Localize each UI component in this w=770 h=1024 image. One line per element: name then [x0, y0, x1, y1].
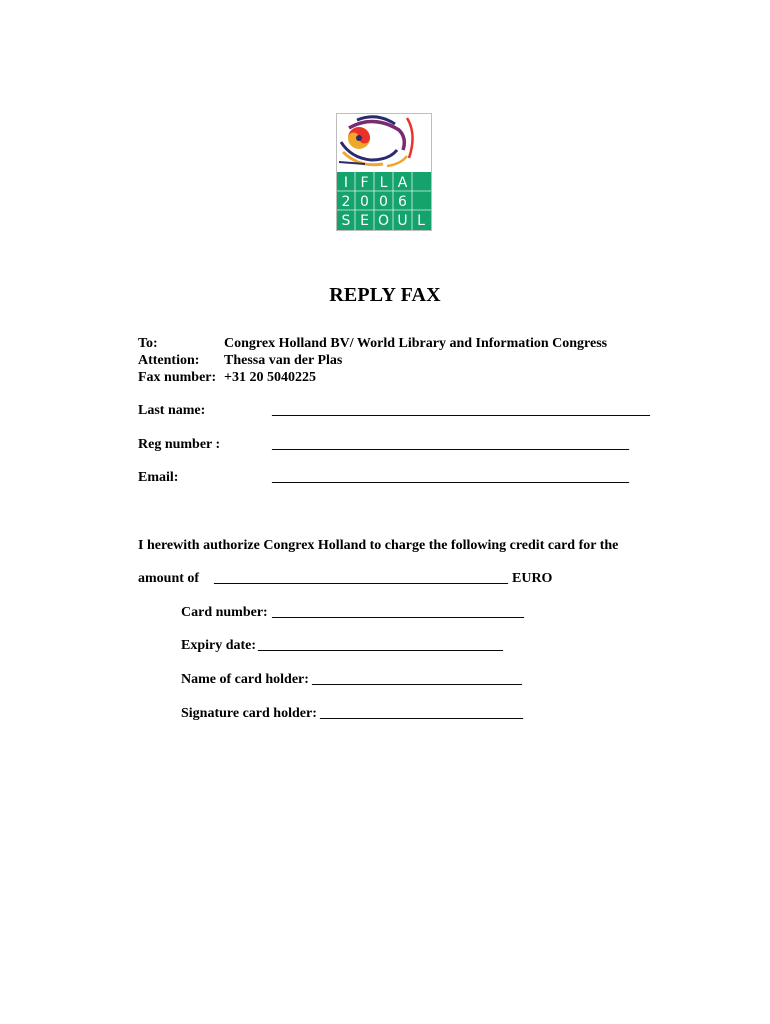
logo-letter: 2 [341, 194, 351, 210]
logo-letter: L [379, 175, 388, 191]
fax-number-value: +31 20 5040225 [224, 370, 316, 385]
fax-number-label: Fax number: [138, 370, 217, 385]
attention-label: Attention: [138, 353, 200, 368]
card-number-label: Card number: [181, 605, 268, 620]
expiry-date-label: Expiry date: [181, 638, 257, 653]
amount-field[interactable]: __________________________________________ [214, 571, 508, 586]
currency-label: EURO [512, 571, 553, 586]
card-holder-field[interactable]: ______________________________ [312, 672, 522, 687]
logo-graphic [337, 114, 431, 230]
card-holder-label: Name of card holder: [181, 672, 309, 687]
reg-number-field[interactable]: ___________________________________________________ [272, 437, 629, 452]
to-value: Congrex Holland BV/ World Library and Information Congress [224, 336, 608, 351]
logo-letter: A [397, 175, 408, 191]
attention-value: Thessa van der Plas [224, 353, 343, 368]
amount-label: amount of [138, 571, 200, 586]
card-number-field[interactable]: ____________________________________ [272, 605, 524, 620]
swirl-emblem [339, 117, 413, 166]
logo-letter: L [417, 213, 425, 229]
to-label: To: [138, 336, 158, 351]
logo-letter: 6 [398, 194, 407, 210]
logo-letter: S [341, 213, 351, 229]
authorization-text: I herewith authorize Congrex Holland to charge the following credit card for the [138, 538, 619, 553]
email-field[interactable]: ___________________________________________________ [272, 470, 629, 485]
last-name-field[interactable]: ______________________________________________________ [272, 403, 650, 418]
signature-label: Signature card holder: [181, 706, 317, 721]
expiry-date-field[interactable]: ___________________________________ [258, 638, 503, 653]
logo-letter: U [397, 213, 408, 229]
reg-number-label: Reg number : [138, 437, 221, 452]
logo-letter: 0 [379, 194, 388, 210]
logo-letter: O [377, 213, 390, 229]
signature-field[interactable]: _____________________________ [320, 706, 523, 721]
ifla-2006-seoul-logo [336, 113, 432, 231]
page-title: REPLY FAX [329, 284, 441, 306]
logo-letter: 0 [360, 194, 369, 210]
email-label: Email: [138, 470, 179, 485]
logo-letter: I [343, 175, 349, 191]
swirl-arc-red [407, 118, 413, 158]
logo-letter: F [360, 175, 369, 191]
logo-letter: E [360, 213, 369, 229]
last-name-label: Last name: [138, 403, 206, 418]
swirl-center [356, 135, 362, 141]
